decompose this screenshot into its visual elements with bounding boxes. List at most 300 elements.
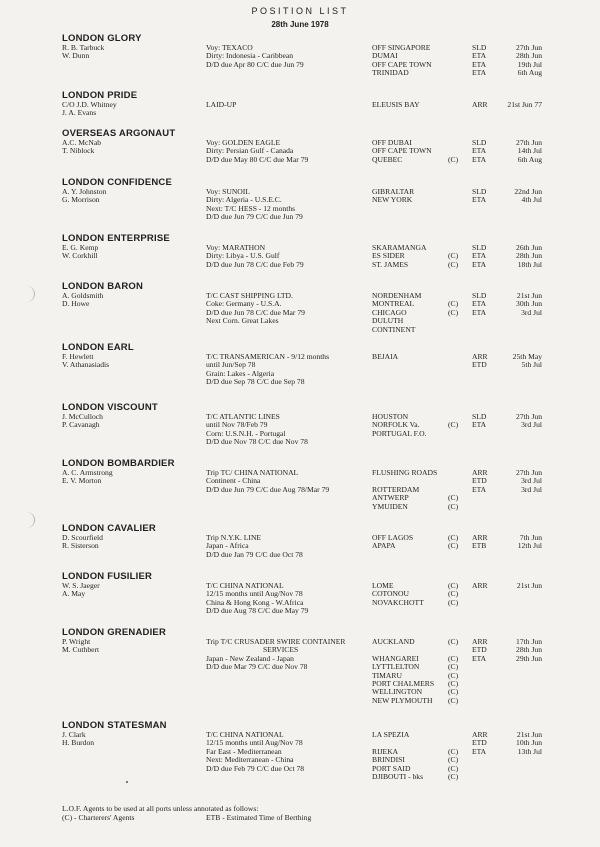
port-date [502,430,542,438]
voyage-line: D/D due Jun 79 C/C due Jun 79 [206,212,303,222]
port-date [502,680,542,688]
port-date: 27th Jun [516,138,542,147]
crew-member: J. A. Evans [62,108,97,118]
port-name: OFF DUBAI [372,138,412,147]
port-status: ARR [472,100,488,109]
port-date [502,697,542,705]
agent-code: (C) [448,493,459,503]
crew-member: R. Sisterson [62,541,99,551]
port-status [472,688,488,696]
voyage-line: Dirty: Persian Gulf - Canada [206,146,294,156]
agent-code: (C) [448,251,459,261]
port-status: SLD [472,138,487,147]
port-date: 27th Jun [516,468,542,477]
ship-name: LONDON CONFIDENCE [62,177,173,188]
agent-code: (C) [448,541,459,551]
agent-code: (C) [448,687,459,697]
port-status: ETA [472,59,487,69]
ship-name: LONDON CAVALIER [62,523,156,534]
port-date [502,756,542,764]
port-name: NOVAKCHOTT [372,597,424,607]
agent-code-column [448,469,458,511]
punch-hole-mark [18,512,35,528]
ship-entry [62,33,562,78]
port-date [502,599,542,607]
agent-code: (C) [448,695,459,705]
agent-code [448,731,458,739]
port-status-column [472,292,486,334]
port-name: ANTWERP [372,493,409,503]
port-status [472,672,488,680]
port-name-column [372,413,427,438]
agent-code [448,326,458,334]
ship-details [62,44,562,78]
port-date: 27th Jun [516,43,542,52]
agent-code: (C) [448,154,459,164]
port-status: ETA [472,154,487,164]
voyage-line-column [206,44,304,69]
agent-code: (C) [448,763,459,773]
ship-entry [62,402,562,447]
port-name: WHANGAREI [372,653,419,663]
agent-code: (C) [448,755,459,765]
voyage-line: T/C CHINA NATIONAL [206,730,284,739]
ship-entry [62,458,562,511]
port-status-column [472,244,486,269]
port-date: 21st Jun [516,291,542,300]
agent-code: (C) [448,259,459,269]
voyage-line: D/D due May 80 C/C due Mar 79 [206,154,309,164]
ship-name: LONDON ENTERPRISE [62,233,170,244]
port-date: 3rd Jul [521,420,542,430]
voyage-line: Next: Mediterranean - China [206,755,294,765]
voyage-line-column [206,353,329,387]
port-status: ETA [472,420,487,430]
port-date [502,326,542,334]
port-name: MONTREAL [372,299,415,309]
crew-member: J. Clark [62,730,86,739]
port-name-column [372,353,398,370]
voyage-line: Far East - Mediterranean [206,746,282,756]
port-name-column [372,731,423,781]
port-name: PORT SAID [372,763,411,773]
ship-details [62,292,562,334]
port-date: 22nd Jun [514,187,542,196]
agent-code: (C) [448,501,459,511]
crew-member: A. C. Armstrong [62,468,113,477]
port-status-column [472,534,488,551]
voyage-line: Next Corn. Great Lakes [206,316,279,326]
port-date [502,672,542,680]
footer-legend [62,804,312,822]
port-date: 3rd Jul [521,484,542,494]
port-name: DULUTH [372,316,404,326]
ship-name: LONDON EARL [62,342,134,353]
port-name-column [372,44,432,78]
port-date: 21st Jun [516,730,542,739]
port-status: ETA [472,195,487,205]
port-name-column [372,101,420,109]
port-date-column [502,188,542,205]
port-date: 26th Jun [516,243,542,252]
voyage-line-column [206,292,305,326]
ship-entry [62,342,562,387]
ship-name: LONDON VISCOUNT [62,402,158,413]
port-status: ETD [472,360,487,370]
ship-entry [62,128,562,164]
port-status: ARR [472,352,488,361]
voyage-line: Voy: TEXACO [206,43,253,52]
crew-member-column [62,188,106,205]
port-date: 17th Jun [516,637,542,646]
port-status [472,430,486,438]
voyage-line: D/D due Aug 78 C/C due May 79 [206,606,309,616]
port-status-column [472,101,488,109]
agent-code [448,317,458,325]
port-date-column [502,353,542,370]
port-status: ETD [472,645,487,655]
voyage-line: China & Hong Kong - W.Africa [206,597,304,607]
crew-member: W. Corkhill [62,251,98,261]
port-status: ETA [472,484,487,494]
port-status: ETA [472,68,487,78]
port-status [472,599,488,607]
port-status: ETA [472,299,487,309]
port-status: ARR [472,730,488,739]
voyage-line: D/D due Jun 78 C/C due Mar 79 [206,307,305,317]
voyage-line: until Jun/Sep 78 [206,360,256,370]
crew-member-column [62,534,103,551]
crew-member: P. Wright [62,637,91,646]
crew-member-column [62,469,113,486]
port-name: BEJAIA [372,352,399,361]
port-name: YMUIDEN [372,501,408,511]
port-date-column [502,44,542,78]
crew-member: W. Dunn [62,51,90,61]
agent-code: (C) [448,299,459,309]
crew-member: R. B. Tarbuck [62,43,105,52]
crew-member-column [62,44,104,61]
port-status: ETA [472,746,487,756]
agent-code-column [448,582,458,607]
agent-code: (C) [448,662,459,672]
voyage-line: T/C CAST SHIPPING LTD. [206,291,293,300]
ship-entry [62,281,562,334]
port-name: HOUSTON [372,412,409,421]
port-date [502,773,542,781]
voyage-line: D/D due Sep 78 C/C due Sep 78 [206,377,305,387]
port-status: ETB [472,541,487,551]
port-status: ETA [472,251,487,261]
voyage-line-column [206,244,304,269]
voyage-line: Trip TC/ CHINA NATIONAL [206,468,299,477]
port-status [472,773,488,781]
agent-code: (C) [448,746,459,756]
port-name: DJIBOUTI - bks [372,771,424,781]
port-name-column [372,534,413,551]
agent-code: (C) [448,637,459,646]
ship-entry [62,177,562,222]
voyage-line: until Nov 78/Feb 79 [206,420,268,430]
crew-member: D. Howe [62,299,90,309]
crew-member: G. Morrison [62,195,100,205]
crew-member: A. May [62,589,86,599]
port-name: PORT CHALMERS [372,678,435,688]
crew-member-column [62,353,109,370]
voyage-line: Dirty: Libya - U.S. Gulf [206,251,280,261]
port-date: 25th May [512,352,542,361]
port-status: ARR [472,637,488,646]
port-date: 14th Jul [517,146,542,156]
port-name: LA SPEZIA [372,730,410,739]
ship-name: LONDON GRENADIER [62,627,167,638]
port-name-column [372,188,414,205]
ship-entry [62,233,562,269]
agent-code: (C) [448,533,459,542]
voyage-line: T/C ATLANTIC LINES [206,412,280,421]
voyage-line: D/D due Jun 79 C/C due Aug 78/Mar 79 [206,484,330,494]
port-name: QUEBEC [372,154,403,164]
agent-code [448,477,458,485]
port-status: ETA [472,653,487,663]
port-status: SLD [472,187,487,196]
voyage-line: T/C TRANSAMERICAN - 9/12 months [206,352,330,361]
punch-hole-mark [18,286,35,302]
port-date-column [502,469,542,511]
voyage-line: Dirty: Algeria - U.S.E.C. [206,195,282,205]
port-status [472,326,486,334]
port-name-column [372,638,434,705]
voyage-line: Continent - China [206,476,261,486]
agent-code-column [448,534,458,551]
legend-charterers-agents: (C) - Charterers' Agents [62,813,135,822]
crew-member-column [62,244,98,261]
port-status [472,680,488,688]
port-status-column [472,188,486,205]
crew-member-column [62,101,117,118]
port-status: SLD [472,412,487,421]
port-status [472,697,488,705]
port-status-column [472,731,488,781]
port-date [502,317,542,325]
port-status: SLD [472,43,487,52]
voyage-line: Grain: Lakes - Algeria [206,368,275,378]
crew-member: W. S. Jaeger [62,581,100,590]
port-status: ARR [472,581,488,590]
port-name: OFF LAGOS [372,533,414,542]
ship-name: LONDON GLORY [62,33,142,44]
port-status [472,663,488,671]
port-name: FLUSHING ROADS [372,468,438,477]
port-date: 10th Jun [516,738,542,748]
ship-details [62,582,562,616]
port-name-column [372,469,437,511]
port-date [502,494,542,502]
ship-details [62,101,562,118]
voyage-line: Voy: MARATHON [206,243,266,252]
crew-member-column [62,292,103,309]
port-name: SKARAMANGA [372,243,427,252]
agent-code [448,139,458,147]
voyage-line-column [206,638,345,672]
agent-code: (C) [448,597,459,607]
agent-code [448,430,458,438]
document-title: POSITION LIST [251,6,349,16]
crew-member: E. G. Kemp [62,243,99,252]
port-status: ETA [472,307,487,317]
voyage-line-column [206,534,303,559]
voyage-line: Trip N.Y.K. LINE [206,533,262,542]
voyage-line: D/D due Apr 80 C/C due Jun 79 [206,59,304,69]
port-date [502,503,542,511]
port-date-column [502,534,542,551]
voyage-line-column [206,101,236,109]
voyage-line: 12/15 months until Aug/Nov 78 [206,738,303,748]
port-date [502,663,542,671]
ship-name: LONDON BARON [62,281,144,292]
port-status-column [472,582,488,607]
ship-details [62,731,562,781]
port-date [502,590,542,598]
port-date: 13th Jul [517,746,542,756]
port-date: 7th Jun [519,533,542,542]
agent-code: (C) [448,670,459,680]
port-name: NEW PLYMOUTH [372,695,433,705]
voyage-line-column [206,413,308,447]
crew-member: F. Hewlett [62,352,94,361]
port-name: ELEUSIS BAY [372,100,420,109]
port-status [472,765,488,773]
ship-details [62,638,562,705]
ship-name: LONDON PRIDE [62,90,138,101]
crew-member: A.C. McNab [62,138,102,147]
port-name: OFF CAPE TOWN [372,59,432,69]
crew-member: C/O J.D. Whitney [62,100,117,109]
port-name: ROTTERDAM [372,484,420,494]
port-date: 5th Jul [521,360,542,370]
agent-code-column [448,731,458,781]
port-status: ETA [472,259,487,269]
port-name-column [372,244,426,269]
ship-name: LONDON STATESMAN [62,720,167,731]
port-status-column [472,353,488,370]
port-date: 30th Jun [516,299,542,309]
crew-member: T. Niblock [62,146,95,156]
port-name: CHICAGO [372,307,407,317]
port-date: 3rd Jul [521,476,542,486]
agent-code: (C) [448,581,459,590]
voyage-line: SERVICES [206,645,299,655]
port-date: 18th Jul [517,259,542,269]
port-name: LYTTLELTON [372,662,420,672]
port-name: APAPA [372,541,396,551]
ship-details [62,139,562,164]
port-date-column [502,731,542,781]
port-date-column [502,638,542,705]
voyage-line: Corn: U.S.N.H. - Portugal [206,428,286,438]
voyage-line: D/D due Jun 78 C/C due Feb 79 [206,259,304,269]
port-date: 28th Jun [516,251,542,261]
port-date: 6th Aug [517,154,542,164]
port-name: OFF SINGAPORE [372,43,431,52]
ship-entry [62,627,562,705]
port-status: ETD [472,738,487,748]
port-date-column [502,292,542,334]
port-name: NEW YORK [372,195,413,205]
port-name: NORDENHAM [372,291,422,300]
ship-details [62,188,562,222]
agent-code: (C) [448,589,459,599]
ship-name: LONDON FUSILIER [62,571,153,582]
agent-code-column [448,139,458,164]
voyage-line: 12/15 months until Aug/Nov 78 [206,589,303,599]
voyage-line: LAID-UP [206,100,237,109]
crew-member: J. McCulloch [62,412,103,421]
agent-code-column [448,638,458,705]
legend-etb: ETB - Estimated Time of Berthing [206,813,312,822]
voyage-line: Coke: Germany - U.S.A. [206,299,282,309]
port-name: LOME [372,581,394,590]
port-name-column [372,139,432,164]
ship-entry [62,571,562,616]
port-date-column [502,244,542,269]
port-status: ETA [472,51,487,61]
crew-member: H. Burdon [62,738,95,748]
agent-code: (C) [448,420,459,430]
crew-member-column [62,139,101,156]
port-status-column [472,469,488,511]
port-date-column [502,101,542,109]
voyage-line: Next: T/C HESS - 12 months [206,203,296,213]
crew-member: V. Athanasiadis [62,360,110,370]
ship-entry [62,90,562,118]
voyage-line-column [206,188,303,222]
port-name: ST. JAMES [372,259,409,269]
agent-code-column [448,244,458,269]
port-date [502,765,542,773]
voyage-line: D/D due Feb 79 C/C due Oct 78 [206,763,305,773]
port-name [372,361,398,369]
agent-code: (C) [448,678,459,688]
crew-member-column [62,638,99,655]
port-date: 6th Aug [517,68,542,78]
port-name: PORTUGAL F.O. [372,428,427,438]
port-status: SLD [472,243,487,252]
voyage-line: Japan - New Zealand - Japan [206,653,294,663]
ship-name: OVERSEAS ARGONAUT [62,128,176,139]
port-status [472,494,488,502]
voyage-line-column [206,582,308,616]
agent-code-column [448,413,458,438]
port-date: 27th Jun [516,412,542,421]
agent-code-column [448,292,458,334]
port-name-column [372,582,424,607]
agent-code: (C) [448,653,459,663]
port-status: ETA [472,146,487,156]
port-name-column [372,292,421,334]
voyage-line: Voy: SUNOIL [206,187,250,196]
voyage-line-column [206,139,308,164]
voyage-line: D/D due Mar 79 C/C due Nov 78 [206,662,308,672]
ship-details [62,413,562,447]
port-date-column [502,139,542,164]
ship-entry [62,720,562,781]
port-date-column [502,582,542,607]
crew-member: M. Cuthbert [62,645,100,655]
voyage-line: Trip T/C CRUSADER SWIRE CONTAINER [206,637,346,646]
voyage-line: Voy: GOLDEN EAGLE [206,138,281,147]
port-status: ARR [472,533,488,542]
